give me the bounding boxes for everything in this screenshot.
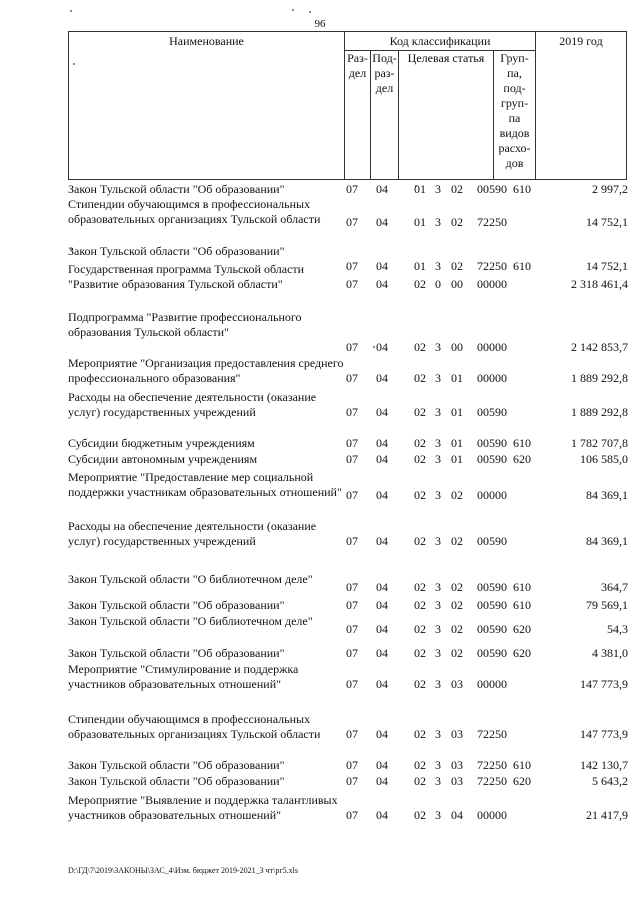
row-target-activity: 01 — [451, 436, 463, 450]
row-razdel: 07 — [346, 215, 358, 229]
row-target-subprogram: 3 — [435, 371, 441, 385]
row-target-subprogram: 3 — [435, 598, 441, 612]
row-podrazdel: 04 — [376, 488, 388, 502]
row-target-code: 00000 — [477, 677, 507, 691]
row-target-subprogram: 3 — [435, 727, 441, 741]
row-target-subprogram: 3 — [435, 259, 441, 273]
row-amount: 106 585,0 — [580, 452, 628, 466]
row-target-activity: 02 — [451, 580, 463, 594]
row-amount: 142 130,7 — [580, 758, 628, 772]
row-group: 610 — [513, 598, 531, 612]
row-podrazdel: 04 — [376, 598, 388, 612]
row-name: Закон Тульской области "Об образовании" — [68, 774, 285, 788]
row-target-program: 02 — [414, 436, 426, 450]
row-target-program: 02 — [414, 622, 426, 636]
row-target-program: 02 — [414, 677, 426, 691]
row-target-activity: 02 — [451, 534, 463, 548]
row-name: Расходы на обеспечение деятельности (оказание услуг) государственных учреждений — [68, 519, 317, 548]
row-target-activity: 00 — [451, 340, 463, 354]
row-razdel: 07 — [346, 340, 358, 354]
row-podrazdel: 04 — [376, 808, 388, 822]
row-target-code: 00590 — [477, 580, 507, 594]
row-podrazdel: 04 — [376, 405, 388, 419]
row-target-subprogram: 3 — [435, 758, 441, 772]
row-amount: 5 643,2 — [592, 774, 628, 788]
row-target-subprogram: 0 — [435, 277, 441, 291]
header-code-cell — [345, 32, 536, 51]
row-podrazdel: 04 — [376, 774, 388, 788]
row-target-subprogram: 3 — [435, 340, 441, 354]
row-target-code: 72250 — [477, 774, 507, 788]
row-podrazdel: 04 — [376, 580, 388, 594]
row-target-program: 02 — [414, 758, 426, 772]
row-razdel: 07 — [346, 758, 358, 772]
row-podrazdel: 04 — [376, 534, 388, 548]
row-target-subprogram: 3 — [435, 488, 441, 502]
header-target: Целевая статья — [399, 51, 494, 180]
row-target-subprogram: 3 — [435, 215, 441, 229]
scan-speck — [373, 346, 375, 348]
row-amount: 84 369,1 — [586, 488, 628, 502]
row-target-activity: 02 — [451, 646, 463, 660]
scan-speck — [70, 10, 72, 12]
row-podrazdel: 04 — [376, 677, 388, 691]
row-target-program: 01 — [414, 259, 426, 273]
row-amount: 1 889 292,8 — [571, 405, 628, 419]
header-group: Груп- па, под- груп- па видов расхо- дов — [494, 51, 536, 180]
row-target-code: 00000 — [477, 371, 507, 385]
row-razdel: 07 — [346, 182, 358, 196]
row-amount: 14 752,1 — [586, 259, 628, 273]
row-razdel: 07 — [346, 405, 358, 419]
row-name: Мероприятие "Предоставление мер социальной поддержки участникам образовательных отношений" — [68, 470, 342, 499]
header-year: 2019 год — [559, 34, 603, 48]
row-name: Закон Тульской области "Об образовании" — [68, 758, 285, 772]
row-razdel: 07 — [346, 727, 358, 741]
row-podrazdel: 04 — [376, 277, 388, 291]
row-target-code: 00590 — [477, 436, 507, 450]
row-podrazdel: 04 — [376, 622, 388, 636]
row-razdel: 07 — [346, 534, 358, 548]
row-name: Закон Тульской области "Об образовании" — [68, 598, 285, 612]
row-group: 620 — [513, 774, 531, 788]
row-amount: 14 752,1 — [586, 215, 628, 229]
row-target-subprogram: 3 — [435, 774, 441, 788]
row-amount: 4 381,0 — [592, 646, 628, 660]
row-target-program: 02 — [414, 598, 426, 612]
row-razdel: 07 — [346, 277, 358, 291]
row-target-subprogram: 3 — [435, 405, 441, 419]
row-target-program: 02 — [414, 452, 426, 466]
scan-speck — [309, 11, 311, 13]
row-target-code: 72250 — [477, 259, 507, 273]
row-target-activity: 02 — [451, 598, 463, 612]
row-target-code: 00000 — [477, 808, 507, 822]
row-name: Субсидии автономным учреждениям — [68, 452, 258, 466]
header-year-cell — [536, 32, 627, 180]
scan-speck — [292, 9, 294, 11]
row-amount: 147 773,9 — [580, 677, 628, 691]
row-name: Стипендии обучающимся в профессиональных образовательных организациях Тульской области — [68, 197, 321, 226]
row-target-code: 00000 — [477, 277, 507, 291]
row-target-subprogram: 3 — [435, 677, 441, 691]
row-target-subprogram: 3 — [435, 580, 441, 594]
row-podrazdel: 04 — [376, 758, 388, 772]
row-target-program: 02 — [414, 371, 426, 385]
row-amount: 21 417,9 — [586, 808, 628, 822]
row-target-subprogram: 3 — [435, 646, 441, 660]
row-target-program: 02 — [414, 727, 426, 741]
row-razdel: 07 — [346, 598, 358, 612]
row-group: 620 — [513, 622, 531, 636]
row-target-program: 02 — [414, 646, 426, 660]
row-name: Подпрограмма "Развитие профессионального образования Тульской области" — [68, 310, 302, 339]
header-code: Код классификации — [389, 34, 491, 48]
row-podrazdel: 04 — [376, 215, 388, 229]
row-target-activity: 03 — [451, 758, 463, 772]
row-name: Закон Тульской области "О библиотечном деле" — [68, 572, 313, 586]
page-number: 96 — [314, 18, 326, 30]
row-name: Расходы на обеспечение деятельности (оказание услуг) государственных учреждений — [68, 390, 317, 419]
row-name: Закон Тульской области "Об образовании" — [68, 646, 285, 660]
header-podrazdel: Под- раз- дел — [371, 51, 399, 180]
row-target-activity: 03 — [451, 677, 463, 691]
row-razdel: 07 — [346, 646, 358, 660]
row-podrazdel: 04 — [376, 340, 388, 354]
row-target-program: 02 — [414, 534, 426, 548]
row-name: Мероприятие "Стимулирование и поддержка участников образовательных отношений" — [68, 662, 299, 691]
row-target-activity: 01 — [451, 371, 463, 385]
row-target-program: 01 — [414, 215, 426, 229]
row-group: 610 — [513, 436, 531, 450]
row-target-code: 00590 — [477, 598, 507, 612]
row-name: Государственная программа Тульской области "Развитие образования Тульской области" — [68, 262, 305, 291]
row-target-activity: 00 — [451, 277, 463, 291]
header-name-cell — [69, 32, 345, 180]
row-podrazdel: 04 — [376, 452, 388, 466]
row-target-program: 02 — [414, 405, 426, 419]
row-target-program: 02 — [414, 580, 426, 594]
row-razdel: 07 — [346, 580, 358, 594]
row-target-activity: 02 — [451, 259, 463, 273]
row-target-activity: 03 — [451, 727, 463, 741]
row-target-activity: 02 — [451, 622, 463, 636]
row-target-code: 00590 — [477, 452, 507, 466]
row-amount: 1 782 707,8 — [571, 436, 628, 450]
row-group: 610 — [513, 259, 531, 273]
row-target-code: 00000 — [477, 340, 507, 354]
row-podrazdel: 04 — [376, 182, 388, 196]
row-amount: 54,3 — [607, 622, 628, 636]
row-podrazdel: 04 — [376, 436, 388, 450]
row-podrazdel: 04 — [376, 371, 388, 385]
row-name: Стипендии обучающимся в профессиональных образовательных организациях Тульской области — [68, 712, 321, 741]
row-target-code: 00590 — [477, 622, 507, 636]
row-amount: 2 997,2 — [592, 182, 628, 196]
file-path-footer: D:\ГД\7\2019\ЗАКОНЫ\ЗАС_4\Изм. бюджет 2019-2021_3 чт\рг5.xls — [68, 866, 298, 875]
row-target-program: 02 — [414, 277, 426, 291]
row-target-subprogram: 3 — [435, 182, 441, 196]
row-target-program: 01 — [414, 182, 426, 196]
row-target-program: 02 — [414, 808, 426, 822]
row-name: Мероприятие "Организация предоставления среднего профессионального образования" — [68, 356, 344, 385]
row-razdel: 07 — [346, 436, 358, 450]
row-amount: 2 318 461,4 — [571, 277, 628, 291]
row-target-program: 02 — [414, 340, 426, 354]
row-podrazdel: 04 — [376, 259, 388, 273]
row-name: Закон Тульской области "О библиотечном деле" — [68, 614, 313, 628]
row-target-program: 02 — [414, 488, 426, 502]
row-amount: 79 569,1 — [586, 598, 628, 612]
row-amount: 147 773,9 — [580, 727, 628, 741]
row-razdel: 07 — [346, 488, 358, 502]
row-name: Субсидии бюджетным учреждениям — [68, 436, 255, 450]
row-target-code: 72250 — [477, 215, 507, 229]
row-target-code: 00590 — [477, 405, 507, 419]
row-target-activity: 01 — [451, 452, 463, 466]
row-razdel: 07 — [346, 452, 358, 466]
row-target-activity: 02 — [451, 215, 463, 229]
row-podrazdel: 04 — [376, 727, 388, 741]
row-target-code: 72250 — [477, 727, 507, 741]
row-razdel: 07 — [346, 774, 358, 788]
row-name: Мероприятие "Выявление и поддержка талантливых участников образовательных отношений" — [68, 793, 338, 822]
row-target-activity: 01 — [451, 405, 463, 419]
row-razdel: 07 — [346, 677, 358, 691]
row-group: 610 — [513, 182, 531, 196]
header-name: Наименование — [169, 34, 244, 48]
row-amount: 84 369,1 — [586, 534, 628, 548]
row-target-subprogram: 3 — [435, 436, 441, 450]
header-razdel: Раз- дел — [345, 51, 371, 180]
row-razdel: 07 — [346, 371, 358, 385]
row-target-subprogram: 3 — [435, 534, 441, 548]
row-target-code: 00000 — [477, 488, 507, 502]
row-target-program: 02 — [414, 774, 426, 788]
row-razdel: 07 — [346, 622, 358, 636]
row-group: 610 — [513, 758, 531, 772]
row-target-code: 00590 — [477, 182, 507, 196]
row-razdel: 07 — [346, 808, 358, 822]
row-target-activity: 03 — [451, 774, 463, 788]
row-group: 620 — [513, 646, 531, 660]
row-amount: 2 142 853,7 — [571, 340, 628, 354]
row-target-activity: 04 — [451, 808, 463, 822]
row-target-subprogram: 3 — [435, 808, 441, 822]
row-amount: 1 889 292,8 — [571, 371, 628, 385]
row-target-code: 72250 — [477, 758, 507, 772]
row-amount: 364,7 — [601, 580, 628, 594]
row-target-code: 00590 — [477, 646, 507, 660]
row-razdel: 07 — [346, 259, 358, 273]
row-podrazdel: 04 — [376, 646, 388, 660]
row-target-activity: 02 — [451, 182, 463, 196]
row-name: Закон Тульской области "Об образовании" — [68, 182, 285, 196]
row-group: 620 — [513, 452, 531, 466]
row-group: 610 — [513, 580, 531, 594]
row-name: Закон Тульской области "Об образовании" — [68, 244, 285, 258]
table-header — [68, 31, 627, 180]
row-target-subprogram: 3 — [435, 622, 441, 636]
row-target-code: 00590 — [477, 534, 507, 548]
row-target-subprogram: 3 — [435, 452, 441, 466]
row-target-activity: 02 — [451, 488, 463, 502]
